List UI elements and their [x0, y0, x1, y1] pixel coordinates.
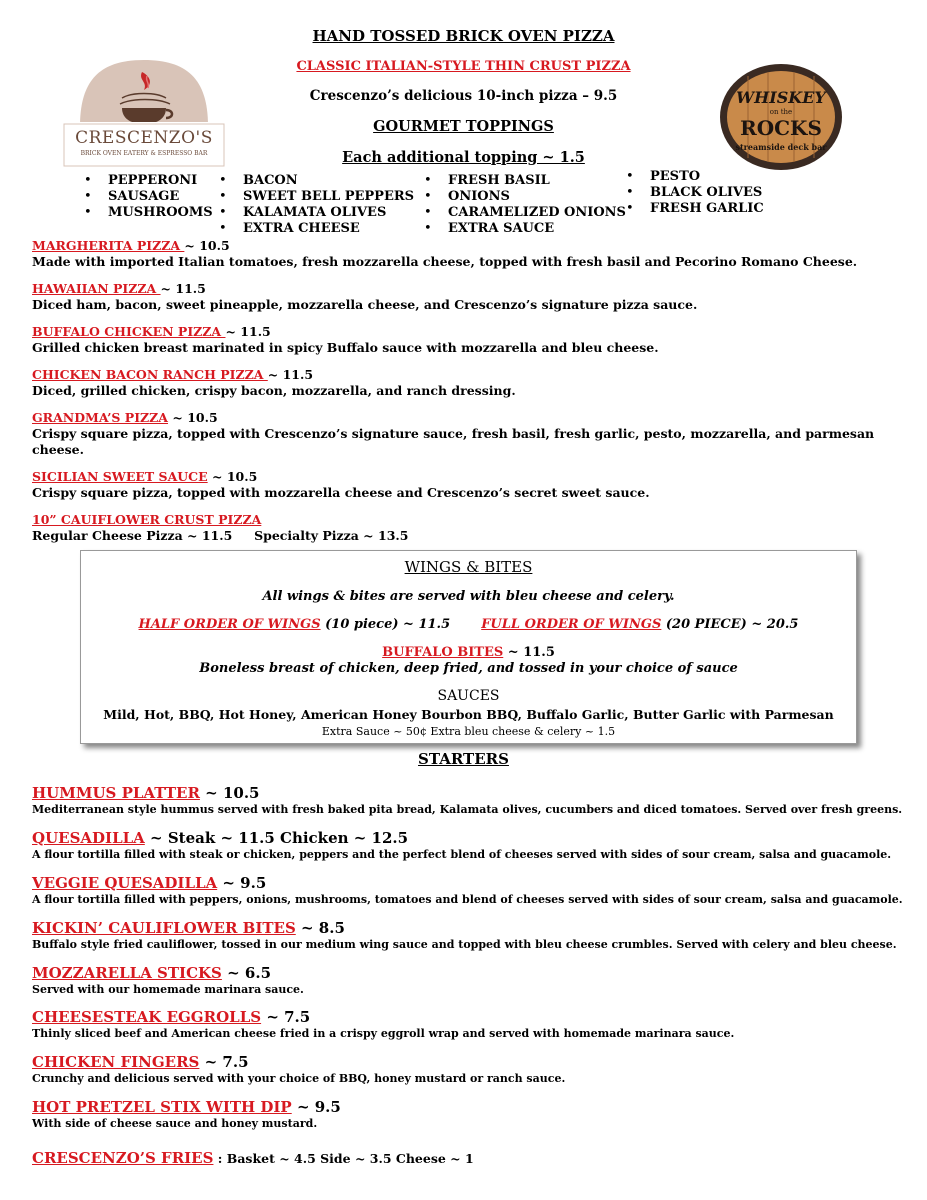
buffalo-bites-name: BUFFALO BITES	[382, 645, 504, 660]
starter-name: QUESADILLA	[32, 829, 145, 847]
starter-description: With side of cheese sauce and honey mustard.	[32, 1117, 318, 1130]
starter-description: Buffalo style fried cauliflower, tossed in our medium wing sauce and topped with bleu cheese crumbles. Served with celery and bleu cheese.	[32, 938, 897, 951]
starter-item	[32, 828, 912, 861]
whiskey-logo-line2: on the	[769, 108, 793, 116]
fries-name: CRESCENZO’S FRIES	[32, 1149, 214, 1167]
starter-price: ~ 9.5	[217, 874, 267, 892]
buffalo-bites	[81, 645, 856, 660]
pizza-price: ~ 11.5	[267, 367, 314, 382]
starter-item	[32, 1007, 912, 1040]
topping-item: • FRESH GARLIC	[626, 201, 764, 217]
starter-price: ~ 7.5	[261, 1008, 311, 1026]
half-order-name: HALF ORDER OF WINGS	[138, 617, 321, 632]
fries-prices: : Basket ~ 4.5 Side ~ 3.5 Cheese ~ 1	[213, 1151, 474, 1166]
pizza-description: Made with imported Italian tomatoes, fresh mozzarella cheese, topped with fresh basil and Pecorino Romano Cheese.	[32, 254, 858, 269]
toppings-column-1	[84, 173, 213, 221]
wings-note: All wings & bites are served with bleu cheese and celery.	[262, 589, 675, 604]
pizza-description: Diced ham, bacon, sweet pineapple, mozzarella cheese, and Crescenzo’s signature pizza sauce.	[32, 297, 698, 312]
pizza-name: GRANDMA’S PIZZA	[32, 410, 169, 425]
crescenzos-logo-tagline: BRICK OVEN EATERY & ESPRESSO BAR	[80, 150, 208, 157]
pizza-item	[32, 469, 912, 501]
pizza-name: BUFFALO CHICKEN PIZZA	[32, 324, 226, 339]
topping-item: • SAUSAGE	[84, 189, 213, 205]
starter-price: ~ 6.5	[221, 964, 271, 982]
starter-price: ~ 8.5	[295, 919, 345, 937]
topping-item: • ONIONS	[424, 189, 626, 205]
starter-name: MOZZARELLA STICKS	[32, 964, 222, 982]
pizza-item	[32, 367, 912, 399]
pizza-price: ~ 10.5	[207, 469, 258, 484]
topping-item: • CARAMELIZED ONIONS	[424, 205, 626, 221]
topping-price: Each additional topping ~ 1.5	[342, 149, 585, 166]
starter-item	[32, 873, 912, 906]
topping-item: • EXTRA SAUCE	[424, 221, 626, 237]
wings-orders	[81, 617, 856, 632]
starter-description: A flour tortilla filled with steak or chicken, peppers and the perfect blend of cheeses served with sides of sour cream, salsa and guacamole.	[32, 848, 892, 861]
buffalo-bites-price: ~ 11.5	[503, 645, 555, 660]
topping-item: • EXTRA CHEESE	[219, 221, 414, 237]
topping-item: • SWEET BELL PEPPERS	[219, 189, 414, 205]
toppings-column-4	[626, 169, 764, 217]
pizza-description: Diced, grilled chicken, crispy bacon, mozzarella, and ranch dressing.	[32, 383, 516, 398]
starter-price: ~ 9.5	[291, 1098, 341, 1116]
gourmet-toppings-heading: GOURMET TOPPINGS	[373, 118, 554, 135]
pizza-item	[32, 410, 912, 458]
fries-item	[32, 1148, 912, 1167]
starter-price: ~ 7.5	[199, 1053, 249, 1071]
pizza-price: ~ 10.5	[168, 410, 218, 425]
starter-item	[32, 783, 912, 816]
toppings-column-2	[219, 173, 414, 237]
sauces-title: SAUCES	[437, 688, 500, 704]
whiskey-logo-line1: WHISKEY	[736, 88, 826, 107]
pizza-item	[32, 512, 912, 544]
starter-name: KICKIN’ CAULIFLOWER BITES	[32, 919, 296, 937]
starter-description: Thinly sliced beef and American cheese fried in a crispy eggroll wrap and served with homemade marinara sauce.	[32, 1027, 735, 1040]
pizza-description: Regular Cheese Pizza ~ 11.5 Specialty Pizza ~ 13.5	[32, 528, 409, 543]
sauces-list: Mild, Hot, BBQ, Hot Honey, American Honey Bourbon BBQ, Buffalo Garlic, Butter Garlic with Parmesan	[103, 707, 834, 722]
starter-description: Mediterranean style hummus served with fresh baked pita bread, Kalamata olives, cucumbers and diced tomatoes. Served over fresh greens.	[32, 803, 903, 816]
topping-item: • BACON	[219, 173, 414, 189]
starter-description: A flour tortilla filled with peppers, onions, mushrooms, tomatoes and blend of cheeses served with sides of sour cream, salsa and guacamole.	[32, 893, 903, 906]
topping-item: • BLACK OLIVES	[626, 185, 764, 201]
starter-description: Crunchy and delicious served with your choice of BBQ, honey mustard or ranch sauce.	[32, 1072, 566, 1085]
starter-item	[32, 1097, 912, 1130]
pizza-description: Crispy square pizza, topped with mozzarella cheese and Crescenzo’s secret sweet sauce.	[32, 485, 650, 500]
pizza-name: MARGHERITA PIZZA	[32, 238, 185, 253]
starter-name: HOT PRETZEL STIX WITH DIP	[32, 1098, 292, 1116]
topping-item: • KALAMATA OLIVES	[219, 205, 414, 221]
pizza-item	[32, 238, 912, 270]
half-order-price: (10 piece) ~ 11.5	[320, 617, 451, 632]
starter-item	[32, 918, 912, 951]
starter-item	[32, 1052, 912, 1085]
buffalo-bites-description: Boneless breast of chicken, deep fried, and tossed in your choice of sauce	[199, 661, 738, 676]
wings-and-bites-box	[80, 550, 857, 744]
pizza-description: Grilled chicken breast marinated in spicy Buffalo sauce with mozzarella and bleu cheese.	[32, 340, 659, 355]
starter-name: HUMMUS PLATTER	[32, 784, 200, 802]
wings-title: WINGS & BITES	[404, 558, 533, 576]
pizza-name: CHICKEN BACON RANCH PIZZA	[32, 367, 268, 382]
pizza-name: 10” CAUIFLOWER CRUST PIZZA	[32, 512, 262, 527]
pizza-price: ~ 10.5	[184, 238, 230, 253]
starter-price: ~ Steak ~ 11.5 Chicken ~ 12.5	[144, 829, 409, 847]
starter-name: VEGGIE QUESADILLA	[32, 874, 218, 892]
topping-item: • PEPPERONI	[84, 173, 213, 189]
whiskey-logo-tagline: streamside deck bar	[735, 142, 827, 152]
pizza-item	[32, 324, 912, 356]
starters-heading: STARTERS	[418, 750, 509, 768]
starter-price: ~ 10.5	[199, 784, 260, 802]
whiskey-logo-line3: ROCKS	[740, 116, 822, 140]
topping-item: • PESTO	[626, 169, 764, 185]
pizza-name: HAWAIIAN PIZZA	[32, 281, 161, 296]
pizza-price: ~ 11.5	[160, 281, 206, 296]
full-order-name: FULL ORDER OF WINGS	[481, 617, 662, 632]
sauce-extras: Extra Sauce ~ 50¢ Extra bleu cheese & celery ~ 1.5	[321, 725, 616, 738]
starter-description: Served with our homemade marinara sauce.	[32, 983, 304, 996]
starter-item	[32, 963, 912, 996]
topping-item: • FRESH BASIL	[424, 173, 626, 189]
starter-name: CHEESESTEAK EGGROLLS	[32, 1008, 262, 1026]
pizza-description: Crispy square pizza, topped with Crescenzo’s signature sauce, fresh basil, fresh garlic, pesto, mozzarella, and parmesan cheese.	[32, 426, 875, 457]
pizza-item	[32, 281, 912, 313]
topping-item: • MUSHROOMS	[84, 205, 213, 221]
menu-title: HAND TOSSED BRICK OVEN PIZZA	[312, 27, 615, 45]
pizza-price: ~ 11.5	[225, 324, 271, 339]
pizza-name: SICILIAN SWEET SAUCE	[32, 469, 208, 484]
base-pizza-price: Crescenzo’s delicious 10-inch pizza – 9.5	[309, 88, 618, 104]
toppings-column-3	[424, 173, 626, 237]
crescenzos-logo-name: CRESCENZO'S	[75, 128, 213, 148]
whiskey-on-the-rocks-logo	[718, 62, 844, 172]
starter-name: CHICKEN FINGERS	[32, 1053, 200, 1071]
full-order-price: (20 PIECE) ~ 20.5	[661, 617, 799, 632]
menu-subtitle: CLASSIC ITALIAN-STYLE THIN CRUST PIZZA	[296, 59, 631, 74]
crescenzos-logo	[62, 58, 226, 170]
